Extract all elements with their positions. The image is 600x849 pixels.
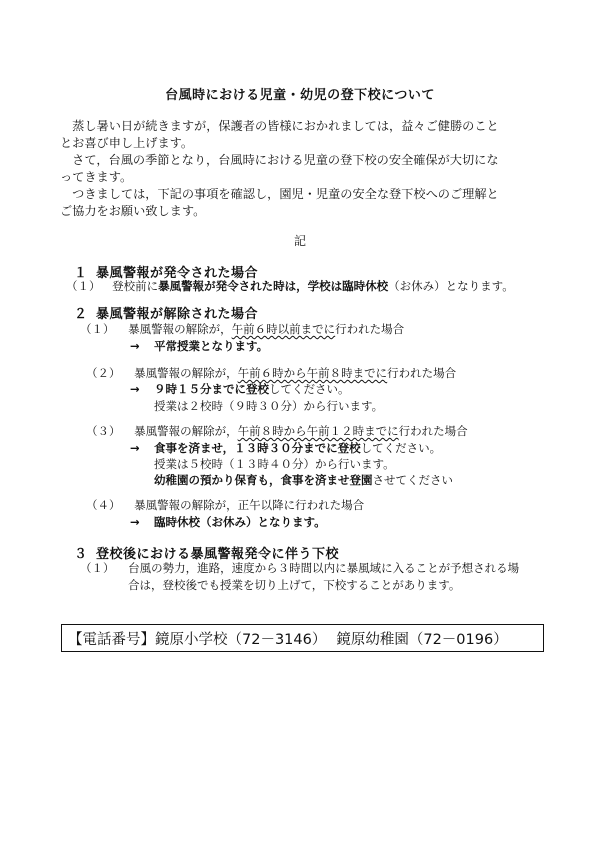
time-condition: 午前６時以前までに — [231, 322, 336, 336]
item-text: 行われた場合 — [335, 322, 405, 336]
item-text: 台風の勢力，進路，速度から３時間以内に暴風域に入ることが予想される場 — [128, 561, 520, 575]
time-condition: 正午以降に — [237, 498, 296, 512]
section-2-item-2-note: 授業は２校時（９時３０分）から行います。 — [154, 399, 384, 413]
section-number: １ — [74, 266, 88, 281]
section-2-item-1-result — [130, 338, 268, 354]
section-2-item-2 — [86, 365, 456, 381]
result-text: 臨時休校（お休み）となります。 — [154, 515, 326, 529]
result-text: してください。 — [269, 382, 350, 396]
section-number: ２ — [74, 307, 88, 322]
section-title: 暴風警報が解除された場合 — [96, 307, 259, 322]
result-text-bold: ９時１５分までに登校 — [154, 382, 269, 396]
kinder-text-bold: 幼稚園の預かり保育も，食事を済ませ登園 — [154, 473, 373, 487]
section-3-item-1-cont: 合は，登校後でも授業を切り上げて，下校することがあります。 — [128, 578, 461, 592]
item-text: （お休み）となります。 — [388, 279, 514, 293]
item-text: 行われた場合 — [387, 366, 457, 380]
section-3-item-1 — [80, 560, 519, 576]
item-text: 暴風警報の解除が， — [134, 424, 238, 438]
result-text-bold: 食事を済ませ，１３時３０分までに登校 — [154, 441, 361, 455]
intro-line: つきましては，下記の事項を確認し，園児・児童の安全な登下校へのご理解と — [60, 187, 499, 201]
intro-line: さて，台風の季節となり，台風時における児童の登下校の安全確保が大切にな — [60, 153, 499, 167]
intro-line: とお喜び申し上げます。 — [60, 136, 194, 150]
section-2-item-3-kinder — [154, 472, 453, 488]
arrow-icon: → — [130, 441, 140, 455]
item-number: （１） — [66, 279, 101, 293]
item-number: （２） — [86, 366, 121, 380]
item-text: 暴風警報の解除が， — [134, 498, 238, 512]
item-number: （１） — [80, 561, 115, 575]
arrow-icon: → — [130, 515, 140, 529]
item-number: （３） — [86, 424, 121, 438]
section-2-item-1 — [80, 321, 404, 337]
time-condition: 午前６時から午前８時までに — [237, 366, 388, 380]
document-title: 台風時における児童・幼児の登下校について — [165, 88, 435, 103]
contact-school: 鏡原小学校（72－3146） — [155, 631, 327, 648]
section-2-item-3-note: 授業は５校時（１３時４０分）から行います。 — [154, 457, 395, 471]
item-text: 暴風警報の解除が， — [128, 322, 232, 336]
item-text-bold: 暴風警報が発令された時は，学校は臨時休校 — [158, 279, 389, 293]
section-2-item-3 — [86, 423, 468, 439]
intro-line: ご協力をお願い致します。 — [60, 204, 206, 218]
contact-label: 【電話番号】 — [68, 631, 155, 648]
item-number: （１） — [80, 322, 115, 336]
section-title: 登校後における暴風警報発令に伴う下校 — [96, 547, 340, 562]
section-number: ３ — [74, 547, 88, 562]
ki-heading: 記 — [293, 234, 306, 248]
section-2-item-4 — [86, 497, 364, 513]
item-text: 登校前に — [112, 279, 159, 293]
kinder-text: させてください — [372, 473, 453, 487]
arrow-icon: → — [130, 339, 140, 353]
section-2-item-3-result — [130, 440, 441, 456]
item-text: 暴風警報の解除が， — [134, 366, 238, 380]
arrow-icon: → — [130, 382, 140, 396]
section-title: 暴風警報が発令された場合 — [96, 266, 259, 281]
contact-box — [61, 624, 544, 652]
section-2-item-4-result — [130, 514, 326, 530]
result-text: 平常授業となります。 — [154, 339, 269, 353]
section-2-item-2-result — [130, 381, 350, 397]
item-text: 行われた場合 — [295, 498, 365, 512]
time-condition: 午前８時から午前１２時までに — [237, 424, 399, 438]
intro-line: ってきます。 — [60, 170, 133, 184]
item-text: 行われた場合 — [398, 424, 468, 438]
contact-kindergarten: 鏡原幼稚園（72－0196） — [336, 631, 508, 648]
section-2-heading — [74, 303, 258, 322]
result-text: してください。 — [360, 441, 442, 455]
section-1-item-1 — [66, 278, 514, 294]
item-number: （４） — [86, 498, 121, 512]
intro-line: 蒸し暑い日が続きますが，保護者の皆様におかれましては，益々ご健勝のこと — [60, 119, 499, 133]
